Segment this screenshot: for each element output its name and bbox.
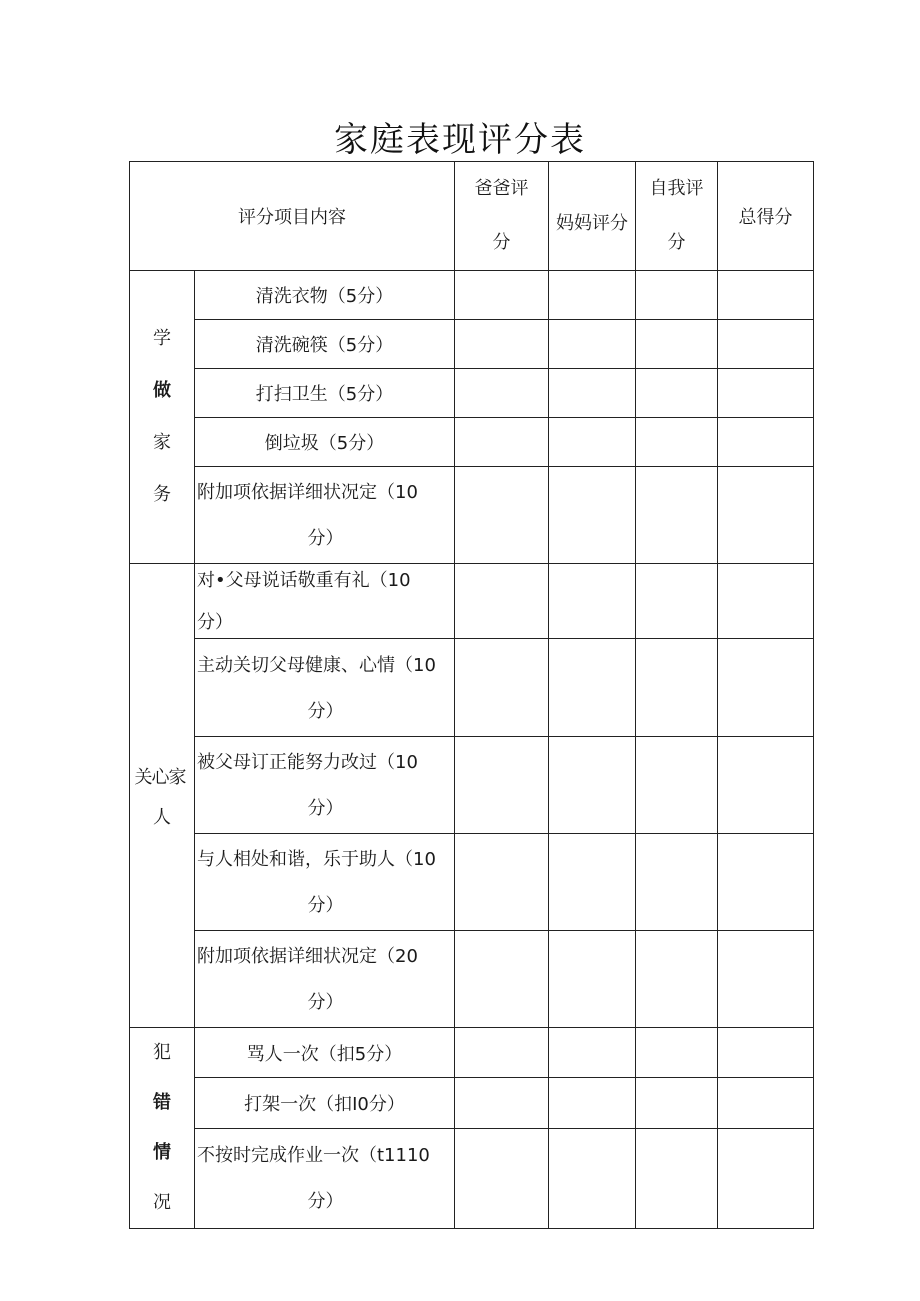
total-score-cell[interactable] xyxy=(718,1128,814,1229)
self-score-cell[interactable] xyxy=(636,418,718,467)
self-score-cell[interactable] xyxy=(636,737,718,834)
mom-score-cell[interactable] xyxy=(549,931,636,1028)
header-self-label-2: 分 xyxy=(667,232,686,253)
item-label: 打扫卫生（5分） xyxy=(195,369,455,418)
item-label: 清洗碗筷（5分） xyxy=(195,320,455,369)
category-char: 务 xyxy=(153,484,171,505)
header-mom-score: 妈妈评分 xyxy=(549,162,636,271)
total-score-cell[interactable] xyxy=(718,320,814,369)
item-label-line-2: 分） xyxy=(307,1191,344,1213)
category-char: 情 xyxy=(153,1142,171,1163)
total-score-cell[interactable] xyxy=(718,418,814,467)
header-dad-label-1: 爸爸评 xyxy=(474,178,529,199)
item-label-line-2: 分） xyxy=(307,528,344,549)
mom-score-cell[interactable] xyxy=(549,418,636,467)
header-dad-score xyxy=(455,162,549,271)
dad-score-cell[interactable] xyxy=(455,467,549,564)
total-score-cell[interactable] xyxy=(718,1078,814,1128)
item-label xyxy=(195,737,455,834)
total-score-cell[interactable] xyxy=(718,271,814,320)
mom-score-cell[interactable] xyxy=(549,737,636,834)
total-score-cell[interactable] xyxy=(718,639,814,737)
mom-score-cell[interactable] xyxy=(549,1028,636,1078)
self-score-cell[interactable] xyxy=(636,1128,718,1229)
dad-score-cell[interactable] xyxy=(455,369,549,418)
mom-score-cell[interactable] xyxy=(549,271,636,320)
mom-score-cell[interactable] xyxy=(549,1128,636,1229)
item-label xyxy=(195,467,455,564)
item-label xyxy=(195,834,455,931)
item-label-line-2: 分） xyxy=(197,612,233,633)
mom-score-cell[interactable] xyxy=(549,320,636,369)
category-housework xyxy=(130,271,195,564)
item-label-line-1: 主动关切父母健康、心情（10 xyxy=(197,654,436,676)
item-label-line-1: 与人相处和谐，乐于助人（10 xyxy=(197,849,436,870)
item-label-line-2: 分） xyxy=(307,992,344,1013)
table-row xyxy=(130,467,814,564)
total-score-cell[interactable] xyxy=(718,467,814,564)
dad-score-cell[interactable] xyxy=(455,1028,549,1078)
category-line-2: 人 xyxy=(153,806,171,828)
total-score-cell[interactable] xyxy=(718,737,814,834)
item-label-line-1: 不按时完成作业一次（t1110 xyxy=(197,1145,430,1167)
header-total-score: 总得分 xyxy=(718,162,814,271)
mom-score-cell[interactable] xyxy=(549,639,636,737)
total-score-cell[interactable] xyxy=(718,834,814,931)
self-score-cell[interactable] xyxy=(636,320,718,369)
category-mistakes xyxy=(130,1028,195,1229)
self-score-cell[interactable] xyxy=(636,467,718,564)
table-row xyxy=(130,931,814,1028)
item-label: 打架一次（扣I0分） xyxy=(195,1078,455,1128)
page-title: 家庭表现评分表 xyxy=(334,120,586,160)
total-score-cell[interactable] xyxy=(718,1028,814,1078)
dad-score-cell[interactable] xyxy=(455,639,549,737)
item-label xyxy=(195,931,455,1028)
mom-score-cell[interactable] xyxy=(549,369,636,418)
dad-score-cell[interactable] xyxy=(455,271,549,320)
mom-score-cell[interactable] xyxy=(549,834,636,931)
self-score-cell[interactable] xyxy=(636,1078,718,1128)
header-item-content: 评分项目内容 xyxy=(130,162,455,271)
self-score-cell[interactable] xyxy=(636,834,718,931)
dad-score-cell[interactable] xyxy=(455,1128,549,1229)
item-label-line-1: 附加项依据详细状况定（10 xyxy=(197,482,418,503)
table-row xyxy=(130,1128,814,1229)
item-label: 骂人一次（扣5分） xyxy=(195,1028,455,1078)
dad-score-cell[interactable] xyxy=(455,564,549,639)
item-label-line-2: 分） xyxy=(307,895,344,916)
table-row xyxy=(130,1028,814,1078)
header-self-score xyxy=(636,162,718,271)
mom-score-cell[interactable] xyxy=(549,467,636,564)
self-score-cell[interactable] xyxy=(636,369,718,418)
category-char: 做 xyxy=(153,380,171,401)
table-row xyxy=(130,639,814,737)
category-char: 学 xyxy=(153,328,171,349)
table-row xyxy=(130,1078,814,1128)
item-label: 清洗衣物（5分） xyxy=(195,271,455,320)
item-label xyxy=(195,564,455,639)
dad-score-cell[interactable] xyxy=(455,1078,549,1128)
table-row xyxy=(130,418,814,467)
dad-score-cell[interactable] xyxy=(455,737,549,834)
table-row xyxy=(130,834,814,931)
total-score-cell[interactable] xyxy=(718,931,814,1028)
self-score-cell[interactable] xyxy=(636,271,718,320)
item-label-line-1: 对•父母说话敬重有礼（10 xyxy=(197,570,411,591)
table-row xyxy=(130,369,814,418)
dad-score-cell[interactable] xyxy=(455,320,549,369)
self-score-cell[interactable] xyxy=(636,639,718,737)
dad-score-cell[interactable] xyxy=(455,834,549,931)
header-self-label-1: 自我评 xyxy=(649,178,704,199)
mom-score-cell[interactable] xyxy=(549,1078,636,1128)
category-char: 错 xyxy=(153,1092,171,1113)
header-row xyxy=(130,162,814,271)
total-score-cell[interactable] xyxy=(718,369,814,418)
category-line-1: 关心家 xyxy=(134,766,186,788)
item-label xyxy=(195,1128,455,1229)
item-label-line-2: 分） xyxy=(307,798,344,819)
dad-score-cell[interactable] xyxy=(455,931,549,1028)
item-label-line-2: 分） xyxy=(307,700,344,722)
item-label-line-1: 附加项依据详细状况定（20 xyxy=(197,946,418,967)
item-label: 倒垃圾（5分） xyxy=(195,418,455,467)
dad-score-cell[interactable] xyxy=(455,418,549,467)
mom-score-cell[interactable] xyxy=(549,564,636,639)
category-char: 家 xyxy=(153,432,171,453)
table-row xyxy=(130,737,814,834)
self-score-cell[interactable] xyxy=(636,1028,718,1078)
table-row xyxy=(130,320,814,369)
category-care-family xyxy=(130,564,195,1028)
item-label xyxy=(195,639,455,737)
self-score-cell[interactable] xyxy=(636,564,718,639)
item-label-line-1: 被父母订正能努力改过（10 xyxy=(197,752,418,773)
header-dad-label-2: 分 xyxy=(492,232,511,253)
score-table xyxy=(129,161,814,1229)
table-row xyxy=(130,564,814,639)
category-char: 况 xyxy=(153,1192,171,1213)
self-score-cell[interactable] xyxy=(636,931,718,1028)
table-row xyxy=(130,271,814,320)
category-char: 犯 xyxy=(153,1042,171,1063)
total-score-cell[interactable] xyxy=(718,564,814,639)
